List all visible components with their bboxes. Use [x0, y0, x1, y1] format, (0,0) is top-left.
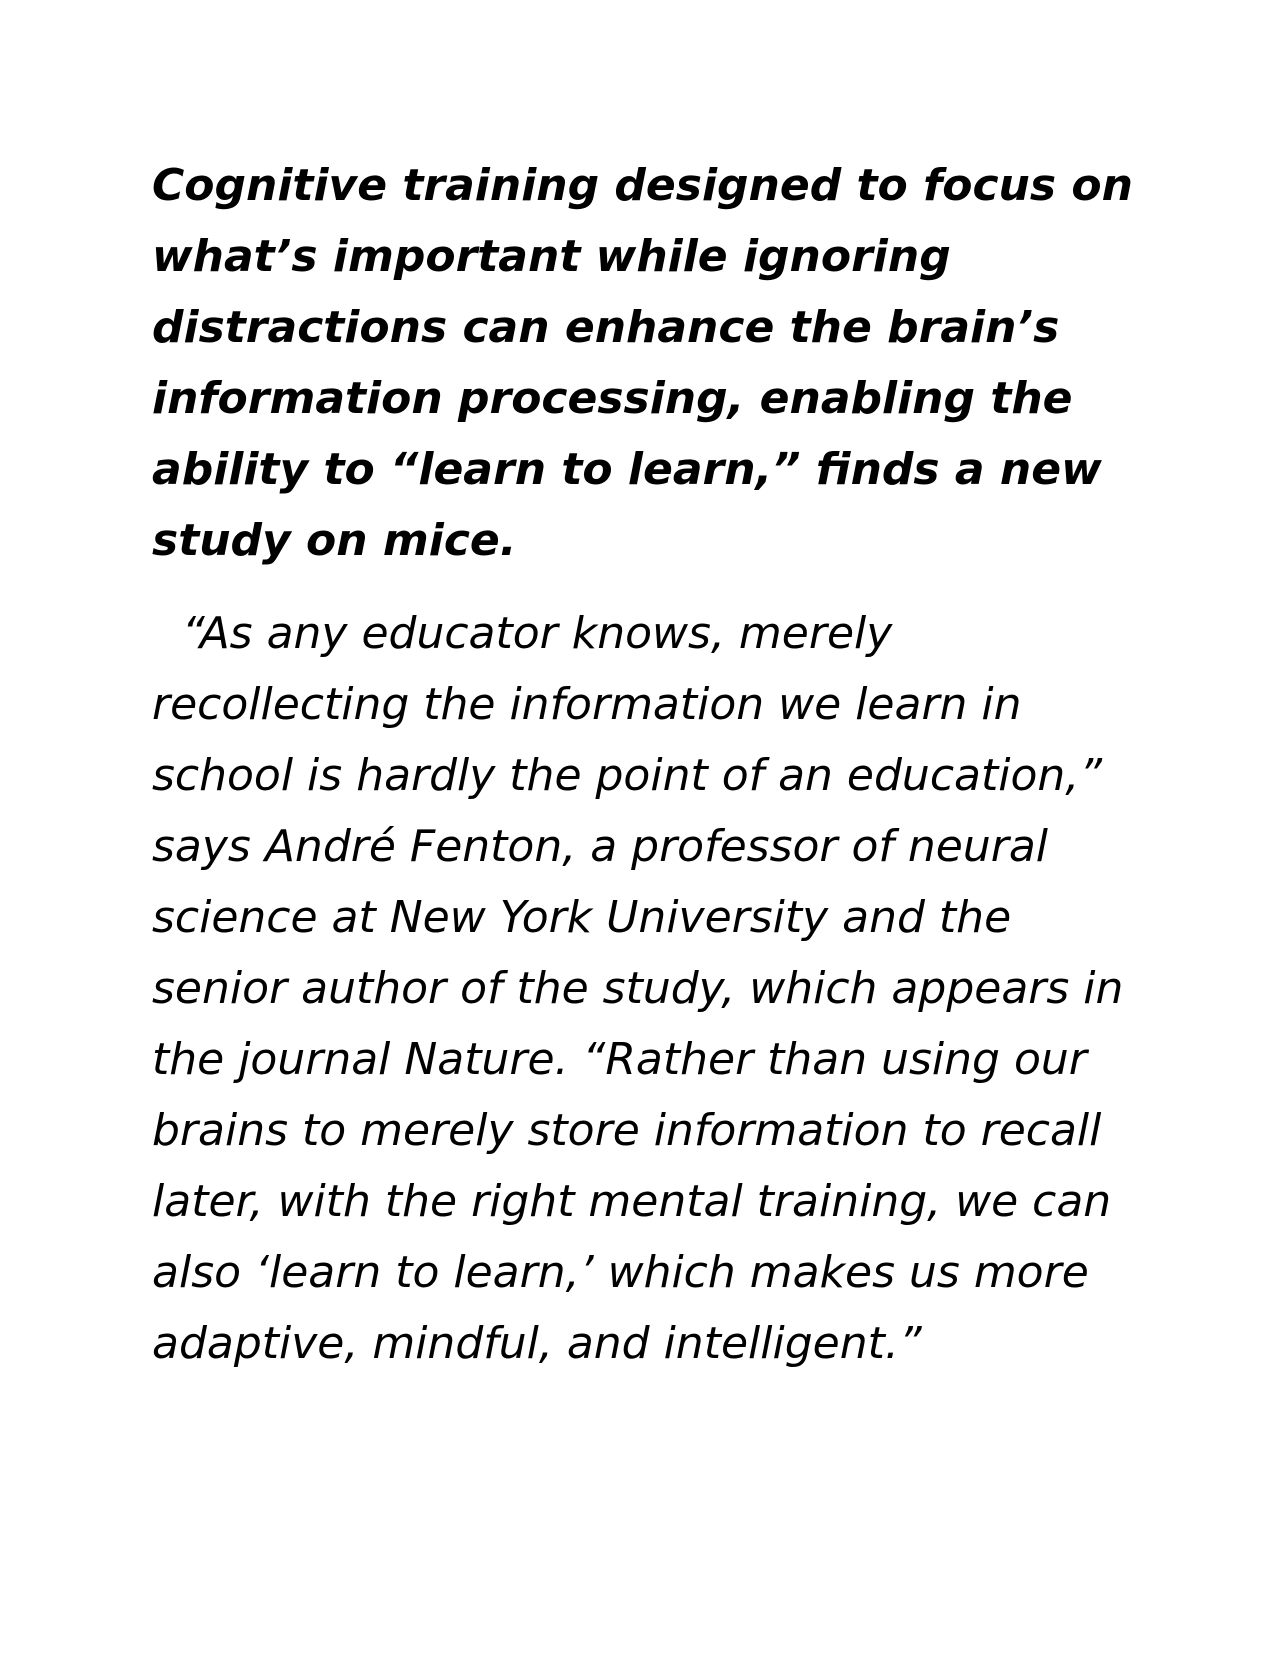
lead-line: study on mice.: [152, 515, 517, 566]
quote-line: science at New York University and the: [152, 892, 1012, 943]
document-content: [152, 150, 1152, 1379]
quote-paragraph: [152, 598, 1152, 1379]
lead-line: information processing, enabling the: [152, 373, 1073, 424]
lead-line: what’s important while ignoring: [152, 231, 951, 282]
quote-line: says André Fenton, a professor of neural: [152, 821, 1049, 872]
quote-line: adaptive, mindful, and intelligent.”: [152, 1318, 922, 1369]
lead-line: Cognitive training designed to focus on: [152, 160, 1133, 211]
quote-line: “As any educator knows, merely: [182, 608, 893, 659]
quote-line: brains to merely store information to recall: [152, 1105, 1102, 1156]
quote-line: the journal Nature. “Rather than using our: [152, 1034, 1087, 1085]
quote-line: recollecting the information we learn in: [152, 679, 1022, 730]
quote-line: senior author of the study, which appears in: [152, 963, 1124, 1014]
quote-line: also ‘learn to learn,’ which makes us more: [152, 1247, 1089, 1298]
lead-line: distractions can enhance the brain’s: [152, 302, 1060, 353]
quote-line: later, with the right mental training, we can: [152, 1176, 1112, 1227]
lead-line: ability to “learn to learn,” finds a new: [152, 444, 1102, 495]
quote-line: school is hardly the point of an education,”: [152, 750, 1103, 801]
lead-paragraph: [152, 150, 1152, 576]
